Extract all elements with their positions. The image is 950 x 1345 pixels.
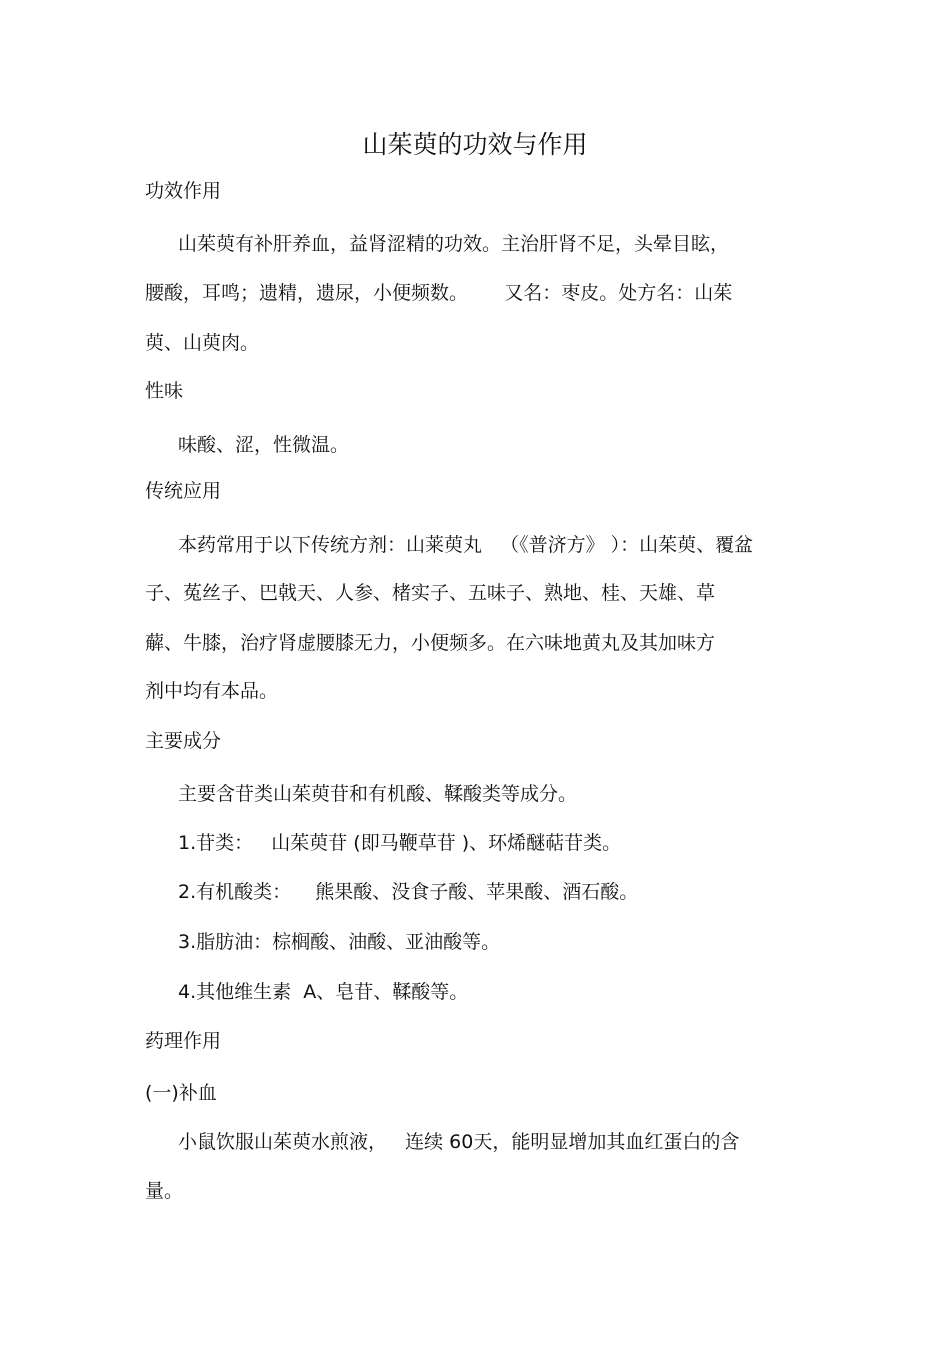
paragraph-line: 小鼠饮服山茱萸水煎液， 连续 60天，能明显增加其血红蛋白的含 [178, 1131, 740, 1153]
paragraph-line: 山茱萸有补肝养血，益肾涩精的功效。主治肝肾不足，头晕目眩， [178, 233, 730, 255]
list-item: 3.脂肪油：棕榈酸、油酸、亚油酸等。 [178, 931, 501, 953]
paragraph-line: 本药常用于以下传统方剂：山莱萸丸 （《普济方》 ）：山茱萸、覆盆 [178, 534, 754, 556]
paragraph-line: 子、菟丝子、巴戟天、人参、楮实子、五味子、熟地、桂、天雄、草 [145, 582, 716, 604]
paragraph-line: 主要含苷类山茱萸苷和有机酸、鞣酸类等成分。 [178, 783, 578, 805]
document-title: 山茱萸的功效与作用 [362, 130, 588, 159]
paragraph-line: 薢、牛膝，治疗肾虚腰膝无力，小便频多。在六味地黄丸及其加味方 [145, 632, 716, 654]
list-item: 1.苷类： 山茱萸苷 (即马鞭草苷 )、环烯醚萜苷类。 [178, 832, 622, 854]
section-heading: 性味 [145, 380, 184, 402]
section-heading: 功效作用 [145, 180, 222, 202]
list-item: 2.有机酸类： 熊果酸、没食子酸、苹果酸、酒石酸。 [178, 881, 639, 903]
section-heading: 药理作用 [145, 1030, 222, 1052]
subsection-heading: (一)补血 [145, 1082, 217, 1104]
paragraph-line: 剂中均有本品。 [145, 680, 279, 702]
paragraph-line: 萸、山萸肉。 [145, 332, 260, 354]
section-heading: 主要成分 [145, 730, 222, 752]
paragraph-line: 味酸、涩，性微温。 [178, 434, 350, 456]
paragraph-line: 腰酸，耳鸣；遗精，遗尿，小便频数。 又名：枣皮。处方名：山茱 [145, 282, 733, 304]
list-item: 4.其他维生素 A、皂苷、鞣酸等。 [178, 981, 469, 1003]
section-heading: 传统应用 [145, 480, 222, 502]
paragraph-line: 量。 [145, 1180, 184, 1202]
